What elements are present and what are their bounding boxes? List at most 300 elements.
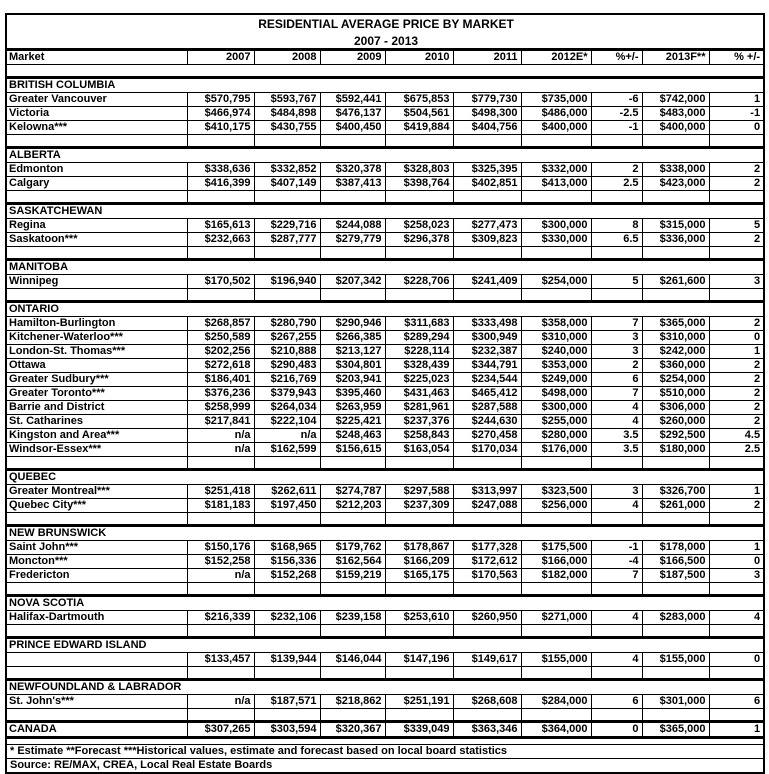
- value-cell: $268,608: [453, 695, 521, 709]
- value-cell: $328,803: [385, 163, 453, 177]
- value-cell: $272,618: [187, 359, 254, 373]
- spacer-cell: [6, 191, 187, 204]
- spacer-cell: [385, 513, 453, 526]
- value-cell: 2: [709, 317, 764, 331]
- value-cell: $170,563: [453, 569, 521, 583]
- value-cell: $225,421: [320, 415, 385, 429]
- spacer-cell: [453, 583, 521, 596]
- value-cell: $476,137: [320, 107, 385, 121]
- value-cell: $268,857: [187, 317, 254, 331]
- value-cell: $187,571: [254, 695, 320, 709]
- spacer-cell: [709, 135, 764, 148]
- page-title: RESIDENTIAL AVERAGE PRICE BY MARKET: [258, 17, 514, 31]
- value-cell: $309,823: [453, 233, 521, 247]
- spacer-cell: [521, 625, 591, 638]
- blank-row: [6, 65, 764, 78]
- spacer-cell: [385, 457, 453, 470]
- spacer-cell: [254, 709, 320, 722]
- value-cell: $165,613: [187, 219, 254, 233]
- value-cell: $242,000: [642, 345, 709, 359]
- value-cell: $254,000: [521, 275, 591, 289]
- value-cell: 2: [709, 499, 764, 513]
- value-cell: $338,000: [642, 163, 709, 177]
- data-row: [6, 443, 764, 457]
- value-cell: $484,898: [254, 107, 320, 121]
- value-cell: $430,755: [254, 121, 320, 135]
- footnote-row: [6, 745, 764, 759]
- spacer-cell: [320, 289, 385, 302]
- value-cell: $326,700: [642, 485, 709, 499]
- value-cell: 3: [709, 569, 764, 583]
- value-cell: $217,841: [187, 415, 254, 429]
- value-cell: $178,000: [642, 541, 709, 555]
- column-header-row: [6, 50, 764, 65]
- value-cell: $416,399: [187, 177, 254, 191]
- value-cell: $267,255: [254, 331, 320, 345]
- column-header-2008: 2008: [254, 50, 320, 65]
- value-cell: $281,961: [385, 401, 453, 415]
- value-cell: 2: [709, 163, 764, 177]
- spacer-cell: [187, 135, 254, 148]
- spacer-cell: [453, 135, 521, 148]
- value-cell: $213,127: [320, 345, 385, 359]
- value-cell: 3: [591, 331, 642, 345]
- value-cell: $364,000: [521, 722, 591, 738]
- value-cell: 2: [709, 401, 764, 415]
- value-cell: $315,000: [642, 219, 709, 233]
- market-cell: Halifax-Dartmouth: [6, 611, 187, 625]
- value-cell: $266,385: [320, 331, 385, 345]
- value-cell: $365,000: [642, 722, 709, 738]
- value-cell: $323,500: [521, 485, 591, 499]
- value-cell: $241,409: [453, 275, 521, 289]
- value-cell: $287,588: [453, 401, 521, 415]
- spacer-cell: [254, 625, 320, 638]
- spacer-cell: [709, 625, 764, 638]
- market-cell: Victoria: [6, 107, 187, 121]
- spacer-cell: [320, 625, 385, 638]
- value-cell: $187,500: [642, 569, 709, 583]
- spacer-cell: [254, 457, 320, 470]
- column-header-: % +/-: [709, 50, 764, 65]
- value-cell: $363,346: [453, 722, 521, 738]
- value-cell: 4: [591, 415, 642, 429]
- value-cell: n/a: [187, 695, 254, 709]
- value-cell: 6.5: [591, 233, 642, 247]
- spacer-cell: [591, 289, 642, 302]
- value-cell: 1: [709, 93, 764, 107]
- residential-average-price-table: [5, 13, 765, 774]
- spacer-row: [6, 457, 764, 470]
- value-cell: 3: [591, 485, 642, 499]
- value-cell: $376,236: [187, 387, 254, 401]
- value-cell: $300,000: [521, 401, 591, 415]
- market-cell: Saint John***: [6, 541, 187, 555]
- value-cell: $290,946: [320, 317, 385, 331]
- value-cell: $237,376: [385, 415, 453, 429]
- value-cell: $170,034: [453, 443, 521, 457]
- value-cell: $237,309: [385, 499, 453, 513]
- value-cell: $465,412: [453, 387, 521, 401]
- value-cell: $742,000: [642, 93, 709, 107]
- spacer-cell: [591, 513, 642, 526]
- value-cell: $431,463: [385, 387, 453, 401]
- value-cell: $498,300: [453, 107, 521, 121]
- value-cell: $240,000: [521, 345, 591, 359]
- market-cell: Saskatoon***: [6, 233, 187, 247]
- spacer-cell: [385, 289, 453, 302]
- value-cell: $510,000: [642, 387, 709, 401]
- value-cell: $225,023: [385, 373, 453, 387]
- spacer-cell: [6, 135, 187, 148]
- spacer-cell: [320, 135, 385, 148]
- spacer-cell: [385, 625, 453, 638]
- value-cell: $260,000: [642, 415, 709, 429]
- value-cell: $159,219: [320, 569, 385, 583]
- value-cell: $307,265: [187, 722, 254, 738]
- spacer-row: [6, 583, 764, 596]
- value-cell: $320,367: [320, 722, 385, 738]
- data-row: [6, 555, 764, 569]
- market-cell: Ottawa: [6, 359, 187, 373]
- value-cell: $413,000: [521, 177, 591, 191]
- spacer-cell: [642, 709, 709, 722]
- value-cell: $287,777: [254, 233, 320, 247]
- value-cell: 2: [591, 163, 642, 177]
- value-cell: $289,294: [385, 331, 453, 345]
- value-cell: $170,502: [187, 275, 254, 289]
- market-cell: CANADA: [6, 722, 187, 738]
- value-cell: $593,767: [254, 93, 320, 107]
- spacer-cell: [642, 247, 709, 260]
- spacer-cell: [521, 135, 591, 148]
- spacer-cell: [521, 709, 591, 722]
- market-cell: Hamilton-Burlington: [6, 317, 187, 331]
- value-cell: 0: [709, 555, 764, 569]
- value-cell: $277,473: [453, 219, 521, 233]
- value-cell: $156,615: [320, 443, 385, 457]
- spacer-cell: [453, 247, 521, 260]
- value-cell: $232,663: [187, 233, 254, 247]
- spacer-cell: [385, 135, 453, 148]
- value-cell: $222,104: [254, 415, 320, 429]
- spacer-cell: [254, 247, 320, 260]
- section-header-row: [6, 204, 764, 219]
- value-cell: -1: [591, 541, 642, 555]
- value-cell: -1: [591, 121, 642, 135]
- value-cell: 5: [709, 219, 764, 233]
- value-cell: 2: [709, 415, 764, 429]
- table-subtitle-row: [6, 34, 764, 50]
- value-cell: $675,853: [385, 93, 453, 107]
- value-cell: 7: [591, 317, 642, 331]
- value-cell: $260,950: [453, 611, 521, 625]
- value-cell: $360,000: [642, 359, 709, 373]
- spacer-cell: [591, 135, 642, 148]
- source-text: Source: RE/MAX, CREA, Local Real Estate Boards: [6, 759, 764, 774]
- market-cell: Greater Toronto***: [6, 387, 187, 401]
- source-row: [6, 759, 764, 774]
- value-cell: $735,000: [521, 93, 591, 107]
- value-cell: $244,630: [453, 415, 521, 429]
- value-cell: $570,795: [187, 93, 254, 107]
- value-cell: $232,387: [453, 345, 521, 359]
- market-cell: Greater Sudbury***: [6, 373, 187, 387]
- section-name: NOVA SCOTIA: [6, 596, 764, 611]
- value-cell: $258,843: [385, 429, 453, 443]
- spacer-cell: [6, 625, 187, 638]
- spacer-cell: [254, 135, 320, 148]
- spacer-cell: [6, 513, 187, 526]
- value-cell: $166,000: [521, 555, 591, 569]
- spacer-cell: [385, 667, 453, 680]
- value-cell: 5: [591, 275, 642, 289]
- value-cell: 4: [709, 611, 764, 625]
- spacer-cell: [187, 513, 254, 526]
- value-cell: 3.5: [591, 429, 642, 443]
- spacer-cell: [642, 513, 709, 526]
- spacer-cell: [6, 738, 764, 745]
- value-cell: $253,610: [385, 611, 453, 625]
- column-header-2011: 2011: [453, 50, 521, 65]
- value-cell: $133,457: [187, 653, 254, 667]
- spacer-cell: [187, 667, 254, 680]
- value-cell: $244,088: [320, 219, 385, 233]
- data-row: [6, 93, 764, 107]
- value-cell: $301,000: [642, 695, 709, 709]
- market-cell: Greater Montreal***: [6, 485, 187, 499]
- value-cell: $152,268: [254, 569, 320, 583]
- value-cell: $197,450: [254, 499, 320, 513]
- column-header-2007: 2007: [187, 50, 254, 65]
- spacer-row: [6, 667, 764, 680]
- data-row: [6, 569, 764, 583]
- market-cell: Quebec City***: [6, 499, 187, 513]
- value-cell: $283,000: [642, 611, 709, 625]
- column-header-2013f: 2013F**: [642, 50, 709, 65]
- value-cell: $207,342: [320, 275, 385, 289]
- value-cell: $218,862: [320, 695, 385, 709]
- value-cell: $504,561: [385, 107, 453, 121]
- value-cell: $400,000: [642, 121, 709, 135]
- value-cell: 0: [709, 653, 764, 667]
- value-cell: $344,791: [453, 359, 521, 373]
- spacer-cell: [591, 625, 642, 638]
- value-cell: $296,378: [385, 233, 453, 247]
- value-cell: $216,339: [187, 611, 254, 625]
- value-cell: $262,611: [254, 485, 320, 499]
- spacer-cell: [6, 247, 187, 260]
- value-cell: $180,000: [642, 443, 709, 457]
- spacer-cell: [521, 457, 591, 470]
- spacer-cell: [320, 457, 385, 470]
- section-name: BRITISH COLUMBIA: [6, 78, 764, 93]
- value-cell: $332,852: [254, 163, 320, 177]
- spacer-cell: [521, 247, 591, 260]
- spacer-cell: [709, 247, 764, 260]
- market-cell: Barrie and District: [6, 401, 187, 415]
- value-cell: 3: [709, 275, 764, 289]
- value-cell: $196,940: [254, 275, 320, 289]
- spacer-cell: [385, 247, 453, 260]
- value-cell: $150,176: [187, 541, 254, 555]
- value-cell: $139,944: [254, 653, 320, 667]
- value-cell: 2: [709, 177, 764, 191]
- spacer-cell: [453, 513, 521, 526]
- value-cell: $175,500: [521, 541, 591, 555]
- section-header-row: [6, 638, 764, 653]
- value-cell: $423,000: [642, 177, 709, 191]
- data-row: [6, 177, 764, 191]
- value-cell: $203,941: [320, 373, 385, 387]
- spacer-cell: [187, 247, 254, 260]
- spacer-row: [6, 625, 764, 638]
- section-header-row: [6, 302, 764, 317]
- value-cell: $166,500: [642, 555, 709, 569]
- value-cell: 3: [591, 345, 642, 359]
- value-cell: 6: [591, 373, 642, 387]
- market-cell: London-St. Thomas***: [6, 345, 187, 359]
- short-spacer-row: [6, 738, 764, 745]
- spacer-cell: [453, 625, 521, 638]
- value-cell: $210,888: [254, 345, 320, 359]
- value-cell: $251,191: [385, 695, 453, 709]
- value-cell: $168,965: [254, 541, 320, 555]
- value-cell: $251,418: [187, 485, 254, 499]
- value-cell: 4: [591, 611, 642, 625]
- spacer-cell: [642, 289, 709, 302]
- data-row: [6, 121, 764, 135]
- market-cell: Kitchener-Waterloo***: [6, 331, 187, 345]
- footnote-text: * Estimate **Forecast ***Historical values, estimate and forecast based on local board statistics: [6, 745, 764, 759]
- spacer-cell: [385, 709, 453, 722]
- value-cell: $147,196: [385, 653, 453, 667]
- value-cell: $333,498: [453, 317, 521, 331]
- section-name: SASKATCHEWAN: [6, 204, 764, 219]
- data-row: [6, 373, 764, 387]
- value-cell: 6: [709, 695, 764, 709]
- spacer-cell: [521, 191, 591, 204]
- value-cell: 2: [709, 233, 764, 247]
- value-cell: $297,588: [385, 485, 453, 499]
- table-title-row: [6, 14, 764, 34]
- value-cell: -6: [591, 93, 642, 107]
- value-cell: $310,000: [642, 331, 709, 345]
- value-cell: 2: [591, 359, 642, 373]
- section-header-row: [6, 78, 764, 93]
- section-name: ONTARIO: [6, 302, 764, 317]
- value-cell: $250,589: [187, 331, 254, 345]
- value-cell: 4: [591, 499, 642, 513]
- value-cell: 0: [591, 722, 642, 738]
- value-cell: $234,544: [453, 373, 521, 387]
- market-cell: Winnipeg: [6, 275, 187, 289]
- value-cell: 1: [709, 345, 764, 359]
- value-cell: $292,500: [642, 429, 709, 443]
- spacer-cell: [591, 247, 642, 260]
- value-cell: $271,000: [521, 611, 591, 625]
- value-cell: $274,787: [320, 485, 385, 499]
- spacer-cell: [521, 289, 591, 302]
- value-cell: $248,463: [320, 429, 385, 443]
- value-cell: $280,000: [521, 429, 591, 443]
- value-cell: $178,867: [385, 541, 453, 555]
- page-subtitle: 2007 - 2013: [354, 34, 419, 48]
- section-header-row: [6, 596, 764, 611]
- value-cell: $404,756: [453, 121, 521, 135]
- spacer-cell: [521, 513, 591, 526]
- value-cell: $483,000: [642, 107, 709, 121]
- spacer-cell: [709, 289, 764, 302]
- data-row: [6, 415, 764, 429]
- market-cell: Moncton***: [6, 555, 187, 569]
- value-cell: 1: [709, 541, 764, 555]
- value-cell: $146,044: [320, 653, 385, 667]
- spacer-cell: [254, 289, 320, 302]
- value-cell: $264,034: [254, 401, 320, 415]
- spacer-row: [6, 513, 764, 526]
- value-cell: $270,458: [453, 429, 521, 443]
- value-cell: 1: [709, 485, 764, 499]
- spacer-cell: [591, 583, 642, 596]
- market-cell: Fredericton: [6, 569, 187, 583]
- section-header-row: [6, 470, 764, 485]
- section-header-row: [6, 260, 764, 275]
- column-header-2009: 2009: [320, 50, 385, 65]
- value-cell: $280,790: [254, 317, 320, 331]
- spacer-cell: [453, 667, 521, 680]
- blank-cell: [6, 65, 764, 78]
- data-row: [6, 695, 764, 709]
- value-cell: $320,378: [320, 163, 385, 177]
- spacer-cell: [642, 667, 709, 680]
- spacer-row: [6, 135, 764, 148]
- spacer-cell: [453, 191, 521, 204]
- value-cell: $239,158: [320, 611, 385, 625]
- value-cell: $156,336: [254, 555, 320, 569]
- value-cell: 6: [591, 695, 642, 709]
- value-cell: $177,328: [453, 541, 521, 555]
- data-row: [6, 541, 764, 555]
- spacer-row: [6, 709, 764, 722]
- spacer-cell: [187, 191, 254, 204]
- value-cell: $228,114: [385, 345, 453, 359]
- value-cell: $353,000: [521, 359, 591, 373]
- value-cell: 7: [591, 387, 642, 401]
- spacer-cell: [642, 457, 709, 470]
- data-row: [6, 317, 764, 331]
- spacer-cell: [187, 709, 254, 722]
- spacer-cell: [320, 247, 385, 260]
- value-cell: $284,000: [521, 695, 591, 709]
- spacer-cell: [320, 709, 385, 722]
- column-header-market: Market: [6, 50, 187, 65]
- spacer-cell: [6, 583, 187, 596]
- spacer-cell: [187, 583, 254, 596]
- spacer-cell: [453, 289, 521, 302]
- spacer-row: [6, 191, 764, 204]
- spacer-cell: [642, 135, 709, 148]
- spacer-cell: [709, 191, 764, 204]
- section-header-row: [6, 680, 764, 695]
- spacer-cell: [187, 289, 254, 302]
- data-row: [6, 499, 764, 513]
- spacer-cell: [320, 191, 385, 204]
- value-cell: 2.5: [709, 443, 764, 457]
- data-row: [6, 331, 764, 345]
- value-cell: $328,439: [385, 359, 453, 373]
- market-cell: [6, 653, 187, 667]
